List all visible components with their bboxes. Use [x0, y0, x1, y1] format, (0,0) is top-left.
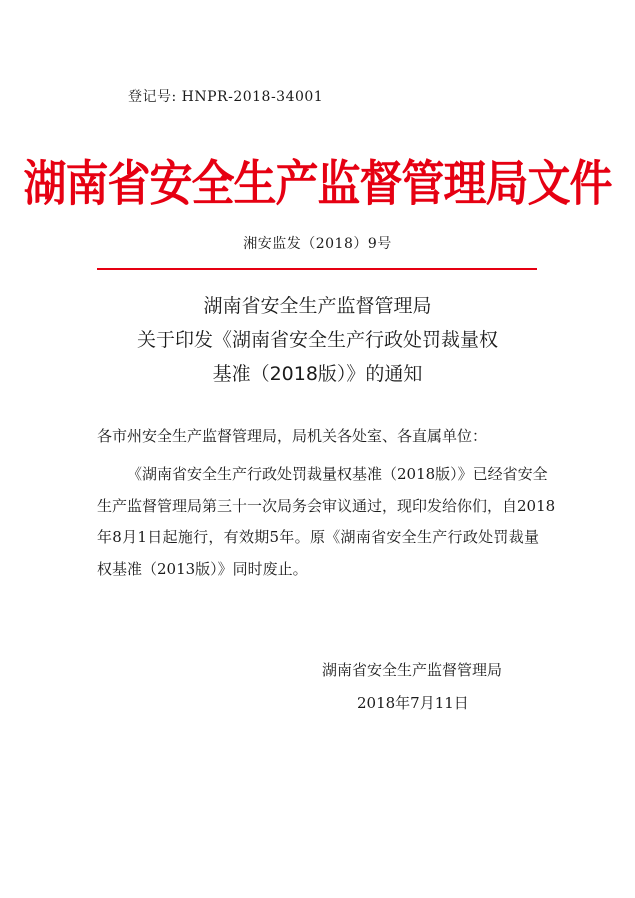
body-line-1: 《湖南省安全生产行政处罚裁量权基准（2018版）》已经省安全: [127, 465, 548, 483]
title-line-2: 关于印发《湖南省安全生产行政处罚裁量权: [136, 329, 498, 351]
document-masthead: 湖南省安全生产监督管理局文件: [23, 156, 612, 213]
document-number: 湘安监发（2018）9号: [243, 236, 392, 252]
signature-issuer: 湖南省安全生产监督管理局: [322, 661, 503, 679]
title-line-3: 基准（2018版）》的通知: [212, 363, 423, 385]
registration-number: 登记号: HNPR-2018-34001: [128, 89, 324, 105]
red-separator-line: [97, 268, 537, 270]
signature-date: 2018年7月11日: [357, 694, 469, 712]
salutation: 各市州安全生产监督管理局，局机关各处室、各直属单位：: [97, 427, 488, 445]
notice-body: [97, 459, 556, 585]
body-line-4: 权基准（2013版）》同时废止。: [97, 559, 308, 578]
title-line-1: 湖南省安全生产监督管理局: [203, 295, 432, 317]
notice-title: [0, 289, 635, 391]
body-line-2: 生产监督管理局第三十一次局务会审议通过，现印发给你们，自2018: [97, 496, 556, 515]
body-line-3: 年8月1日起施行，有效期5年。原《湖南省安全生产行政处罚裁量: [97, 528, 539, 546]
